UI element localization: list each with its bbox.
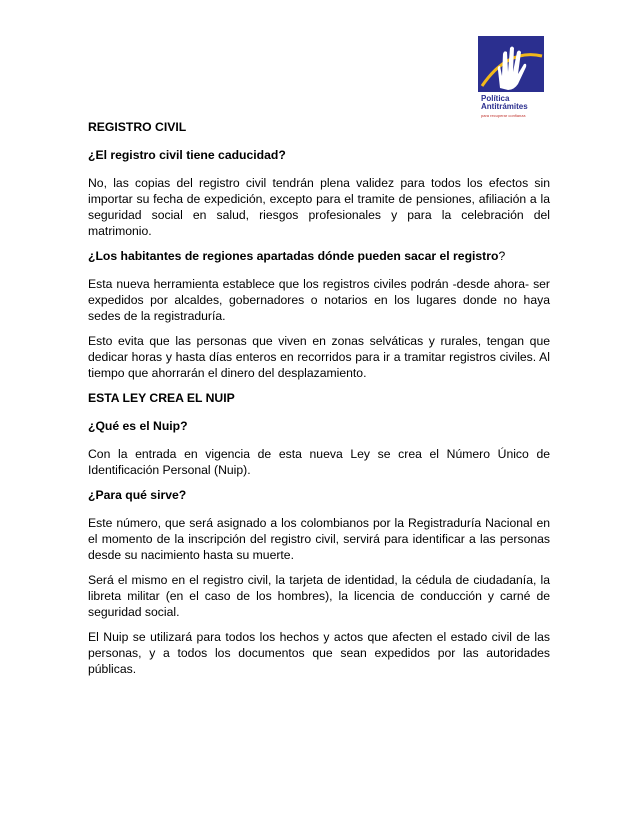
paragraph-hechos-actos: El Nuip se utilizará para todos los hechos y actos que afecten el estado civil de las personas, y a todos los documentos que sean expedidos por las autoridades públicas. bbox=[88, 630, 550, 676]
raised-hand-icon bbox=[478, 36, 544, 92]
question-regiones-text: ¿Los habitantes de regiones apartadas dónde pueden sacar el registro bbox=[88, 249, 499, 263]
paragraph-validez: No, las copias del registro civil tendrán plena validez para todos los efectos sin importar su fecha de expedición, excepto para el tramite de pensiones, afiliación a la seguridad social en salud, riesgos profesionales y para la celebración del matrimonio. bbox=[88, 176, 550, 238]
logo-text-antitramites: Antitrámites bbox=[481, 102, 528, 111]
paragraph-nuip-definicion: Con la entrada en vigencia de esta nueva Ley se crea el Número Único de Identificación Personal (Nuip). bbox=[88, 447, 550, 477]
document-body bbox=[88, 119, 550, 686]
document-title: REGISTRO CIVIL bbox=[88, 120, 187, 134]
question-regiones bbox=[88, 248, 550, 264]
paragraph-zonas: Esto evita que las personas que viven en zonas selváticas y rurales, tengan que dedicar horas y hasta días enteros en recorridos para ir a tramitar registros civiles. Al tiempo que ahorrarán el dinero del desplazamiento. bbox=[88, 334, 550, 380]
politica-antitramites-logo bbox=[478, 36, 546, 124]
logo-emblem bbox=[478, 36, 544, 92]
question-para-que-sirve: ¿Para qué sirve? bbox=[88, 488, 187, 502]
question-regiones-mark: ? bbox=[498, 249, 506, 263]
paragraph-herramienta: Esta nueva herramienta establece que los registros civiles podrán -desde ahora- ser expedidos por alcaldes, gobernadores o notarios en los lugares donde no haya sedes de la registraduría. bbox=[88, 277, 550, 323]
question-que-es-nuip: ¿Qué es el Nuip? bbox=[88, 419, 188, 433]
logo-text-politica: Política bbox=[481, 94, 510, 103]
logo-tagline: para recuperar confianza bbox=[481, 113, 526, 118]
hand-shape bbox=[498, 47, 527, 91]
paragraph-documentos: Será el mismo en el registro civil, la tarjeta de identidad, la cédula de ciudadanía, la libreta militar (en el caso de los hombres), la licencia de conducción y carné de seguridad social. bbox=[88, 573, 550, 619]
section-heading-nuip: ESTA LEY CREA EL NUIP bbox=[88, 391, 235, 405]
question-caducidad: ¿El registro civil tiene caducidad? bbox=[88, 148, 286, 162]
paragraph-numero-asignado: Este número, que será asignado a los colombianos por la Registraduría Nacional en el momento de la inscripción del registro civil, servirá para identificar a las personas desde su nacimiento hasta su muerte. bbox=[88, 516, 550, 562]
